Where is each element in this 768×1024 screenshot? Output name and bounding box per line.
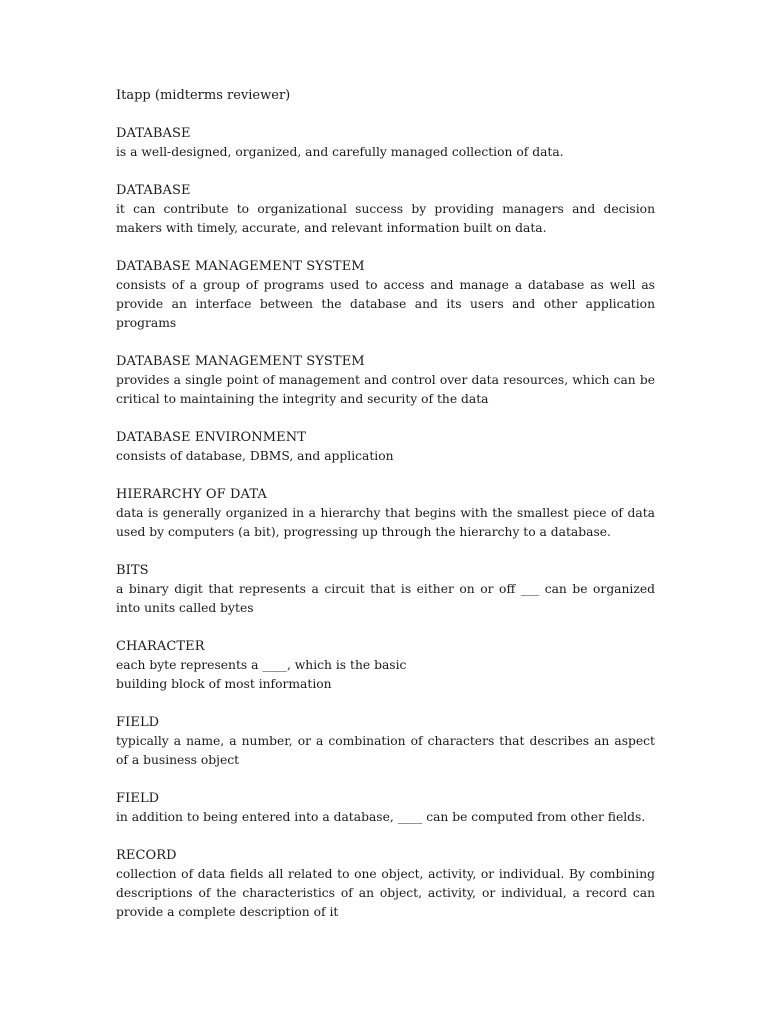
entry-definition: collection of data fields all related to one object, activity, or individual. By combining descriptions of the characteristics of an object, activity, or individual, a record can provide a complete description of it [116, 867, 655, 919]
entry-definition-line: building block of most information [116, 677, 332, 691]
entry-term: HIERARCHY OF DATA [116, 487, 267, 502]
entry-character [116, 637, 655, 694]
entry-definition: in addition to being entered into a database, ____ can be computed from other fields. [116, 810, 646, 824]
entry-database-1 [116, 124, 655, 162]
entry-field-1 [116, 713, 655, 770]
entry-definition-line: each byte represents a ____, which is the basic [116, 658, 407, 672]
entry-definition: a binary digit that represents a circuit that is either on or off ___ can be organized into units called bytes [116, 582, 655, 615]
entry-term: FIELD [116, 791, 160, 806]
entry-term: DATABASE [116, 126, 191, 141]
document-title: Itapp (midterms reviewer) [116, 88, 291, 103]
entry-term: DATABASE [116, 183, 191, 198]
entry-definition: is a well-designed, organized, and carefully managed collection of data. [116, 145, 564, 159]
entry-hierarchy-of-data [116, 485, 655, 542]
entry-field-2 [116, 789, 655, 827]
entry-definition: consists of database, DBMS, and application [116, 449, 394, 463]
entry-dbms-2 [116, 352, 655, 409]
entry-term: CHARACTER [116, 639, 205, 654]
entry-definition: consists of a group of programs used to access and manage a database as well as provide an interface between the database and its users and other application programs [116, 278, 655, 330]
entry-database-environment [116, 428, 655, 466]
entry-definition: it can contribute to organizational success by providing managers and decision makers with timely, accurate, and relevant information built on data. [116, 202, 655, 235]
entry-definition: provides a single point of management and control over data resources, which can be critical to maintaining the integrity and security of the data [116, 373, 655, 406]
entry-term: DATABASE MANAGEMENT SYSTEM [116, 354, 365, 369]
entry-record [116, 846, 655, 922]
entry-term: DATABASE MANAGEMENT SYSTEM [116, 259, 365, 274]
entry-list [116, 124, 655, 941]
entry-term: DATABASE ENVIRONMENT [116, 430, 306, 445]
entry-database-2 [116, 181, 655, 238]
entry-definition: typically a name, a number, or a combination of characters that describes an aspect of a business object [116, 734, 655, 767]
entry-term: RECORD [116, 848, 177, 863]
entry-bits [116, 561, 655, 618]
entry-term: FIELD [116, 715, 160, 730]
entry-definition: data is generally organized in a hierarchy that begins with the smallest piece of data used by computers (a bit), progressing up through the hierarchy to a database. [116, 506, 655, 539]
entry-term: BITS [116, 563, 149, 578]
entry-dbms-1 [116, 257, 655, 333]
